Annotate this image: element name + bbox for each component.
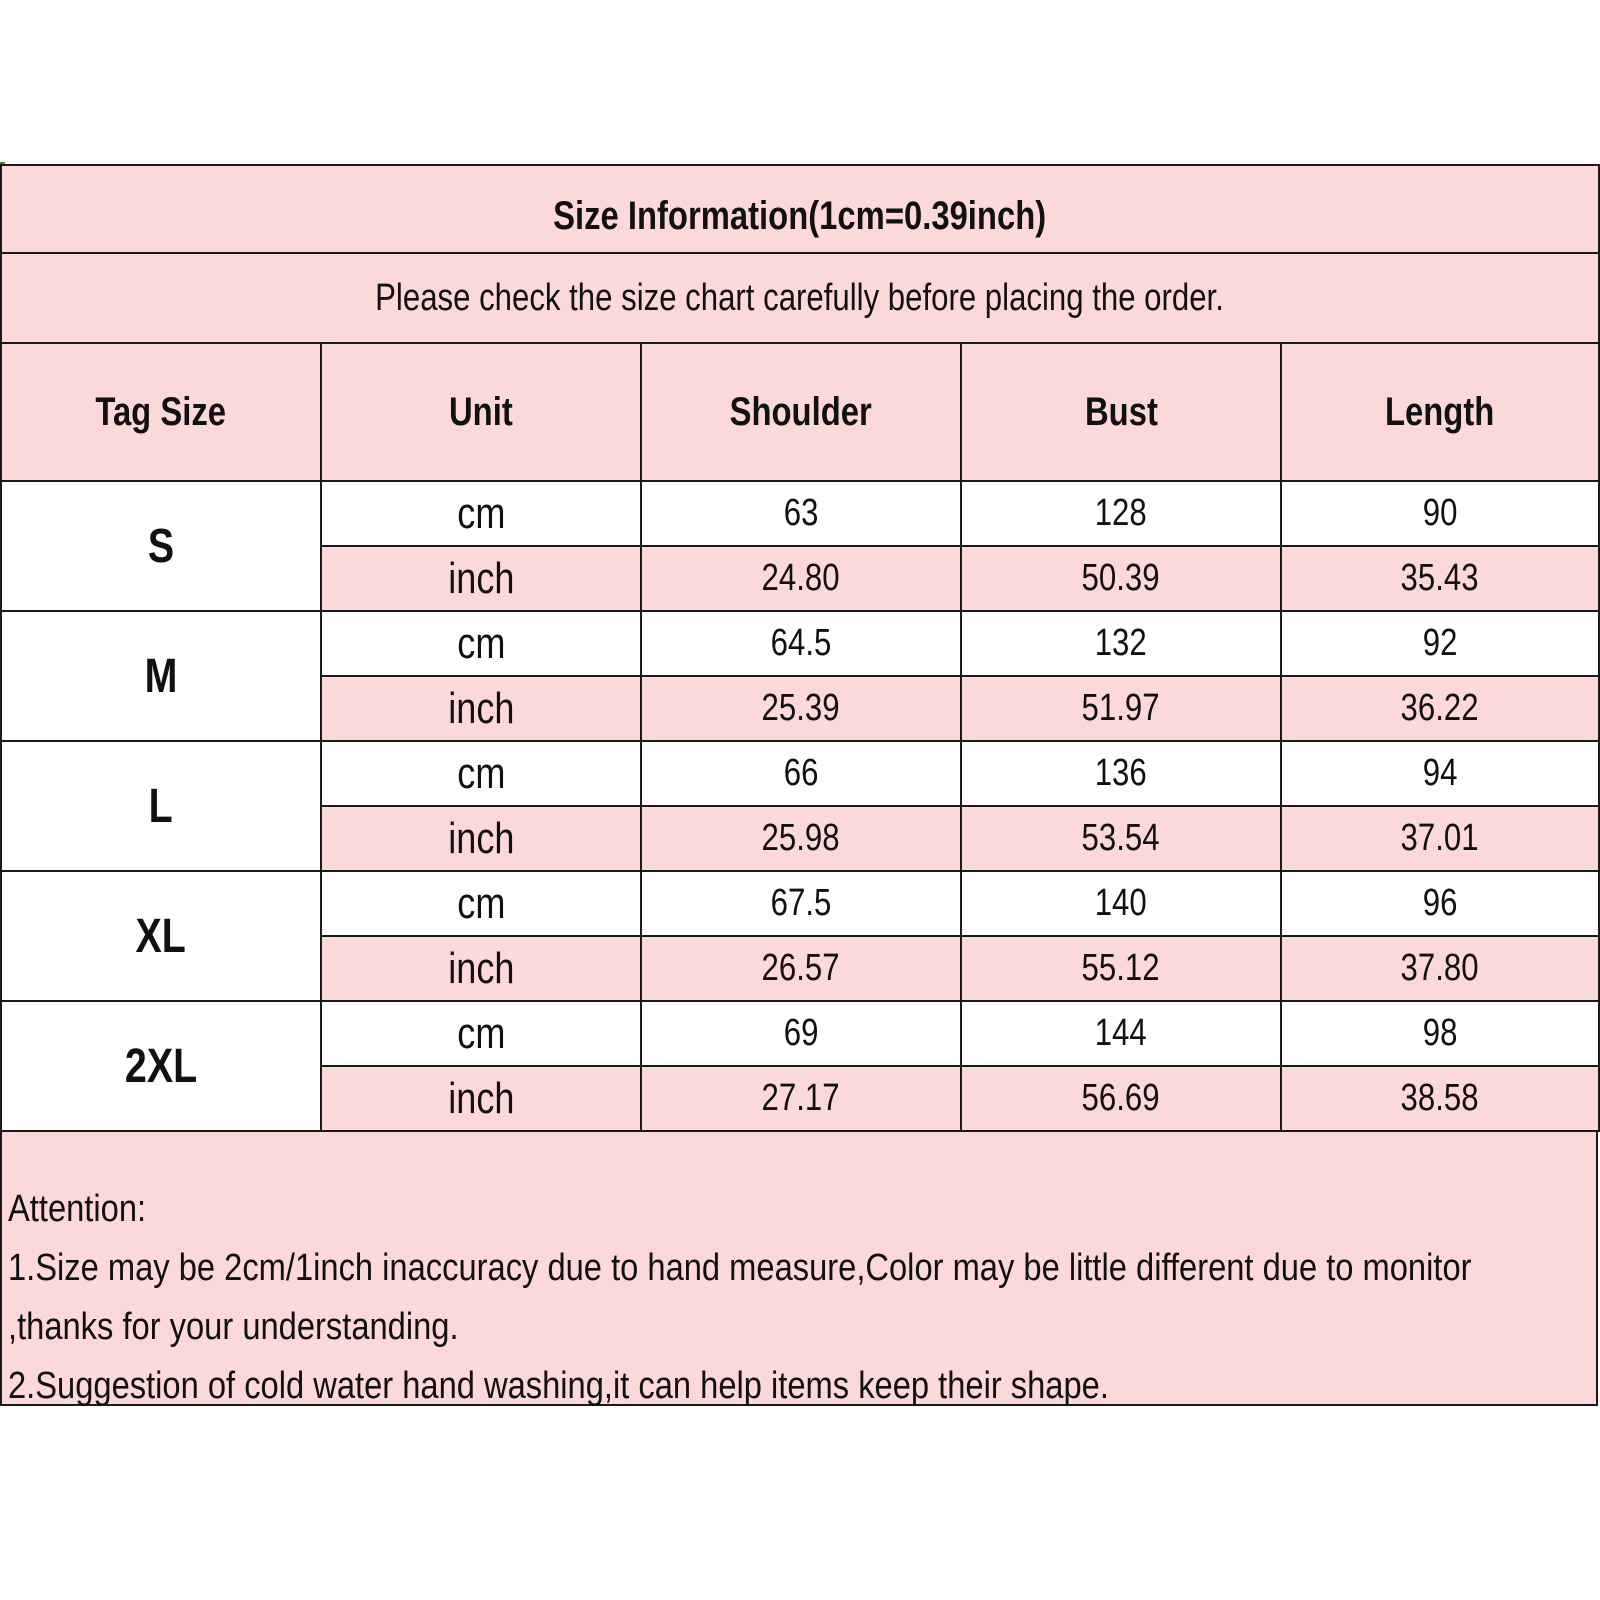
- bust-value: 55.12: [1082, 947, 1160, 989]
- unit-cell: [321, 676, 641, 741]
- unit-label: inch: [447, 943, 515, 993]
- unit-cell: [321, 481, 641, 546]
- bust-value: 50.39: [1082, 557, 1160, 599]
- shoulder-value: 63: [783, 492, 819, 534]
- bust-value-cell: [961, 936, 1281, 1001]
- length-value: 37.01: [1401, 817, 1479, 859]
- size-row-cm: [1, 611, 1599, 676]
- shoulder-value-cell: [641, 806, 961, 871]
- bust-value: 136: [1095, 752, 1147, 794]
- unit-label: cm: [456, 618, 506, 668]
- length-value-cell: [1281, 806, 1599, 871]
- tag-size-label: L: [148, 779, 174, 833]
- shoulder-value: 69: [783, 1012, 819, 1054]
- shoulder-value-cell: [641, 871, 961, 936]
- tag-size-cell: [1, 871, 321, 1001]
- tag-size-cell: [1, 1001, 321, 1131]
- shoulder-value-cell: [641, 1001, 961, 1066]
- tag-size-cell: [1, 741, 321, 871]
- attention-line-1: 1.Size may be 2cm/1inch inaccuracy due to hand measure,Color may be little different due to monitor: [8, 1247, 1472, 1289]
- unit-cell: [321, 936, 641, 1001]
- shoulder-value-cell: [641, 546, 961, 611]
- unit-cell: [321, 546, 641, 611]
- unit-cell: [321, 871, 641, 936]
- bust-value-cell: [961, 546, 1281, 611]
- unit-cell: [321, 1001, 641, 1066]
- bust-value: 144: [1095, 1012, 1147, 1054]
- header-unit: [321, 343, 641, 481]
- bust-value: 51.97: [1082, 687, 1160, 729]
- size-row-cm: [1, 1001, 1599, 1066]
- shoulder-value-cell: [641, 1066, 961, 1131]
- bust-value: 53.54: [1082, 817, 1160, 859]
- unit-label: cm: [456, 878, 506, 928]
- unit-label: cm: [456, 748, 506, 798]
- size-chart: [0, 164, 1598, 1406]
- chart-subtitle: Please check the size chart carefully before placing the order.: [375, 276, 1225, 319]
- shoulder-value-cell: [641, 741, 961, 806]
- header-bust-label: Bust: [1084, 389, 1158, 434]
- shoulder-value-cell: [641, 936, 961, 1001]
- shoulder-value-cell: [641, 676, 961, 741]
- length-value-cell: [1281, 611, 1599, 676]
- length-value-cell: [1281, 1001, 1599, 1066]
- shoulder-value: 27.17: [762, 1077, 840, 1119]
- unit-label: inch: [447, 1073, 515, 1123]
- unit-label: cm: [456, 1008, 506, 1058]
- length-value: 90: [1422, 492, 1458, 534]
- bust-value-cell: [961, 676, 1281, 741]
- unit-cell: [321, 741, 641, 806]
- shoulder-value: 25.98: [762, 817, 840, 859]
- shoulder-value: 64.5: [770, 622, 832, 664]
- tag-size-label: 2XL: [124, 1039, 198, 1093]
- header-length-label: Length: [1385, 389, 1495, 434]
- length-value: 37.80: [1401, 947, 1479, 989]
- bust-value-cell: [961, 871, 1281, 936]
- length-value: 36.22: [1401, 687, 1479, 729]
- tag-size-cell: [1, 611, 321, 741]
- tag-size-cell: [1, 481, 321, 611]
- subtitle-cell: [1, 253, 1599, 343]
- length-value: 35.43: [1401, 557, 1479, 599]
- bust-value-cell: [961, 1066, 1281, 1131]
- header-tag-size: [1, 343, 321, 481]
- length-value: 92: [1422, 622, 1458, 664]
- attention-line-2: ,thanks for your understanding.: [8, 1306, 459, 1348]
- header-row: [1, 343, 1599, 481]
- attention-line-3: 2.Suggestion of cold water hand washing,it can help items keep their shape.: [8, 1365, 1109, 1407]
- bust-value: 140: [1095, 882, 1147, 924]
- shoulder-value: 26.57: [762, 947, 840, 989]
- length-value: 98: [1422, 1012, 1458, 1054]
- header-bust: [961, 343, 1281, 481]
- size-table: [0, 164, 1600, 1132]
- length-value-cell: [1281, 741, 1599, 806]
- header-tag-size-label: Tag Size: [95, 389, 227, 434]
- title-cell: [1, 165, 1599, 253]
- bust-value-cell: [961, 806, 1281, 871]
- shoulder-value: 67.5: [770, 882, 832, 924]
- unit-cell: [321, 806, 641, 871]
- length-value: 94: [1422, 752, 1458, 794]
- bust-value-cell: [961, 481, 1281, 546]
- length-value-cell: [1281, 936, 1599, 1001]
- bust-value-cell: [961, 741, 1281, 806]
- unit-label: cm: [456, 488, 506, 538]
- unit-label: inch: [447, 813, 515, 863]
- unit-cell: [321, 611, 641, 676]
- shoulder-value: 66: [783, 752, 819, 794]
- unit-cell: [321, 1066, 641, 1131]
- shoulder-value-cell: [641, 611, 961, 676]
- length-value-cell: [1281, 481, 1599, 546]
- bust-value: 128: [1095, 492, 1147, 534]
- chart-title: Size Information(1cm=0.39inch): [553, 193, 1047, 238]
- tag-size-label: S: [147, 519, 175, 573]
- shoulder-value: 24.80: [762, 557, 840, 599]
- subtitle-row: [1, 253, 1599, 343]
- bust-value: 56.69: [1082, 1077, 1160, 1119]
- length-value-cell: [1281, 1066, 1599, 1131]
- header-shoulder: [641, 343, 961, 481]
- header-shoulder-label: Shoulder: [729, 389, 873, 434]
- tag-size-label: M: [144, 649, 178, 703]
- length-value: 96: [1422, 882, 1458, 924]
- length-value: 38.58: [1401, 1077, 1479, 1119]
- length-value-cell: [1281, 546, 1599, 611]
- length-value-cell: [1281, 871, 1599, 936]
- attention-notes: [0, 1132, 1598, 1406]
- bust-value-cell: [961, 611, 1281, 676]
- bust-value: 132: [1095, 622, 1147, 664]
- length-value-cell: [1281, 676, 1599, 741]
- shoulder-value: 25.39: [762, 687, 840, 729]
- size-row-cm: [1, 481, 1599, 546]
- attention-heading: Attention:: [8, 1188, 147, 1230]
- tag-size-label: XL: [135, 909, 187, 963]
- shoulder-value-cell: [641, 481, 961, 546]
- size-row-cm: [1, 741, 1599, 806]
- bust-value-cell: [961, 1001, 1281, 1066]
- unit-label: inch: [447, 553, 515, 603]
- header-length: [1281, 343, 1599, 481]
- header-unit-label: Unit: [449, 389, 513, 434]
- size-row-cm: [1, 871, 1599, 936]
- unit-label: inch: [447, 683, 515, 733]
- title-row: [1, 165, 1599, 253]
